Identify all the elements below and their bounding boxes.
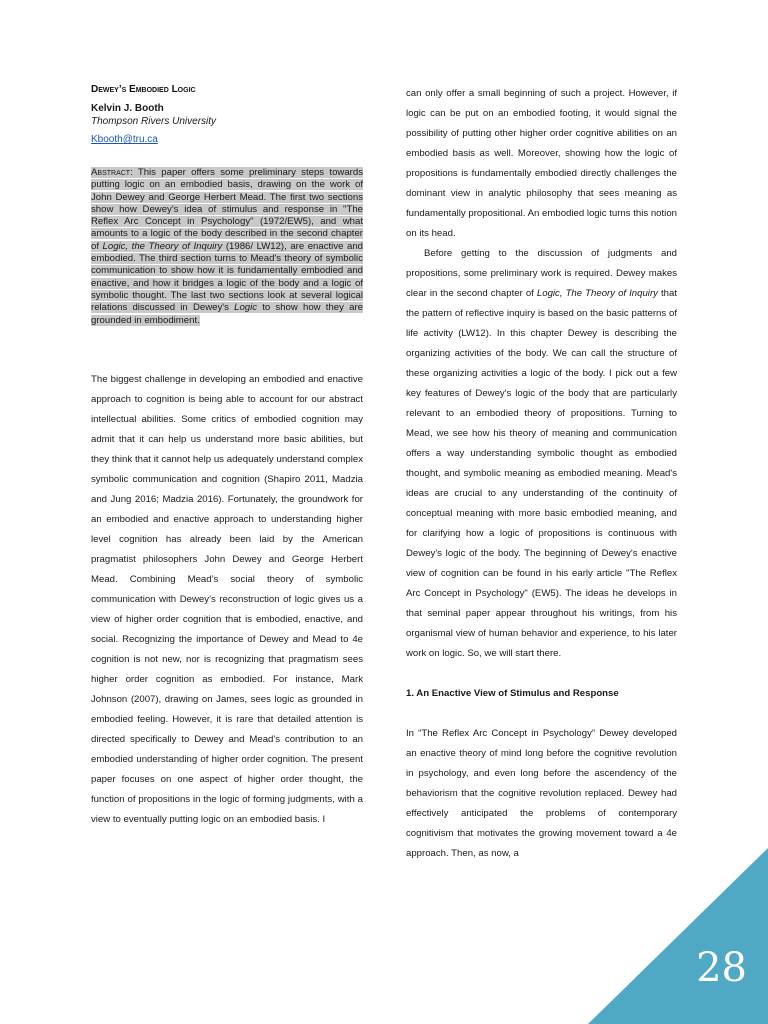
right-body-book-title: Logic, The Theory of Inquiry — [536, 288, 658, 299]
left-column — [91, 84, 363, 830]
abstract-label: Abstract: — [91, 167, 133, 178]
author-affiliation: Thompson Rivers University — [91, 116, 217, 127]
right-body-paragraph-2-part-a: Before getting to the discussion of judgments and propositions, some preliminary work is required. Dewey makes clear in the second chapter of — [406, 248, 677, 299]
abstract-part-2: (1986/ LW12), are enactive and embodied. The third section turns to Mead's theory of symbolic communication to show how it is fundamentally embodied and enactive, and how it bridges a logic of the body and a logic of symbolic thought. The last two sections look at several logical relations discussed in Dewey's — [91, 240, 363, 314]
section-heading: 1. An Enactive View of Stimulus and Response — [406, 688, 619, 699]
right-body-paragraph-1: can only offer a small beginning of such a project. However, if logic can be put on an embodied footing, it would signal the possibility of putting other higher order cognitive abilities on an embodied basis as well. Moreover, showing how the logic of propositions is fundamentally embodied directly challenges the dominant view in analytic philosophy that sees meaning as fundamentally propositional. An embodied logic turns this notion on its head. — [406, 88, 677, 239]
author-email-link[interactable]: Kbooth@tru.ca — [91, 134, 158, 145]
abstract — [91, 167, 363, 327]
abstract-part-1: This paper offers some preliminary steps towards putting logic on an embodied basis, drawing on the work of John Dewey and George Herbert Mead. The first two sections show how Dewey's idea of stimulus and response in "The Reflex Arc Concept in Psychology" (1972/EW5), and what amounts to a logic of the body described in the second chapter of — [91, 167, 363, 252]
abstract-book-title-1: Logic, the Theory of Inquiry — [102, 240, 223, 252]
abstract-part-3: to show how they are grounded in embodiment. — [91, 302, 363, 326]
page-corner-triangle — [588, 848, 768, 1024]
paper-title: Dewey’s Embodied Logic — [91, 84, 196, 95]
page-number: 28 — [696, 945, 747, 991]
abstract-book-title-2: Logic — [234, 302, 258, 314]
right-body-paragraph-2 — [406, 244, 677, 664]
right-body-paragraph-2-part-b: that the pattern of reflective inquiry is based on the basic patterns of life activity (LW12). In this chapter Dewey is describing the organizing activities of the body. We can call the structure of these organizing activities a logic of the body. I pick out a few key features of Dewey's logic of the body that are particularly relevant to an embodied theory of propositions. Turning to Mead, we see how his theory of meaning and communication offers a way understanding symbolic thought as embodied thought, and symbolic meaning as embodied meaning. Mead's ideas are crucial to any understanding of the continuity of conceptual meaning with more basic embodied meaning, and for clarifying how a logic of propositions is continuous with Dewey's logic of the body. The beginning of Dewey's enactive view of cognition can be found in his early article "The Reflex Arc Concept in Psychology" (EW5). The ideas he develops in that seminal paper appear throughout his writings, from his organismal view of human behavior and experience, to his later work on logic. So, we will start there. — [406, 288, 677, 659]
right-body-paragraph-3: In “The Reflex Arc Concept in Psychology” Dewey developed an enactive theory of mind long before the cognitive revolution in psychology, and even long before the ascendency of the behaviorism that the cognitive revolution replaced. Dewey had effectively anticipated the problems of contemporary cognitivism that motivates the growing movement toward a 4e approach. Then, as now, a — [406, 728, 677, 859]
right-column — [406, 84, 677, 864]
left-body-paragraph: The biggest challenge in developing an embodied and enactive approach to cognition is being able to account for our abstract intellectual abilities. Some critics of embodied cognition may admit that it can help us understand more basic abilities, but they think that it cannot help us adequately understand complex symbolic communication and cognition (Shapiro 2011, Madzia and Jung 2016; Madzia 2016). Fortunately, the groundwork for an embodied and enactive approach to understanding higher level cognition has already been laid by the American pragmatist philosophers John Dewey and George Herbert Mead. Combining Mead’s social theory of symbolic communication with Dewey’s reconstruction of logic gives us a view of higher order cognition that is embodied, enactive, and social. Recognizing the importance of Dewey and Mead to 4e cognition is not new, nor is recognizing that pragmatism sees higher order cognition as embodied. For instance, Mark Johnson (2007), drawing on James, sees logic as grounded in embodied feeling. However, it is rare that detailed attention is directed specifically to Dewey and Mead's contribution to an embodied understanding of higher order cognition. The present paper focuses on one aspect of higher order thought, the function of propositions in the logic of forming judgments, with a view to eventually putting logic on an embodied basis. I — [91, 373, 363, 825]
author-name: Kelvin J. Booth — [91, 103, 164, 114]
abstract-text — [91, 167, 363, 326]
